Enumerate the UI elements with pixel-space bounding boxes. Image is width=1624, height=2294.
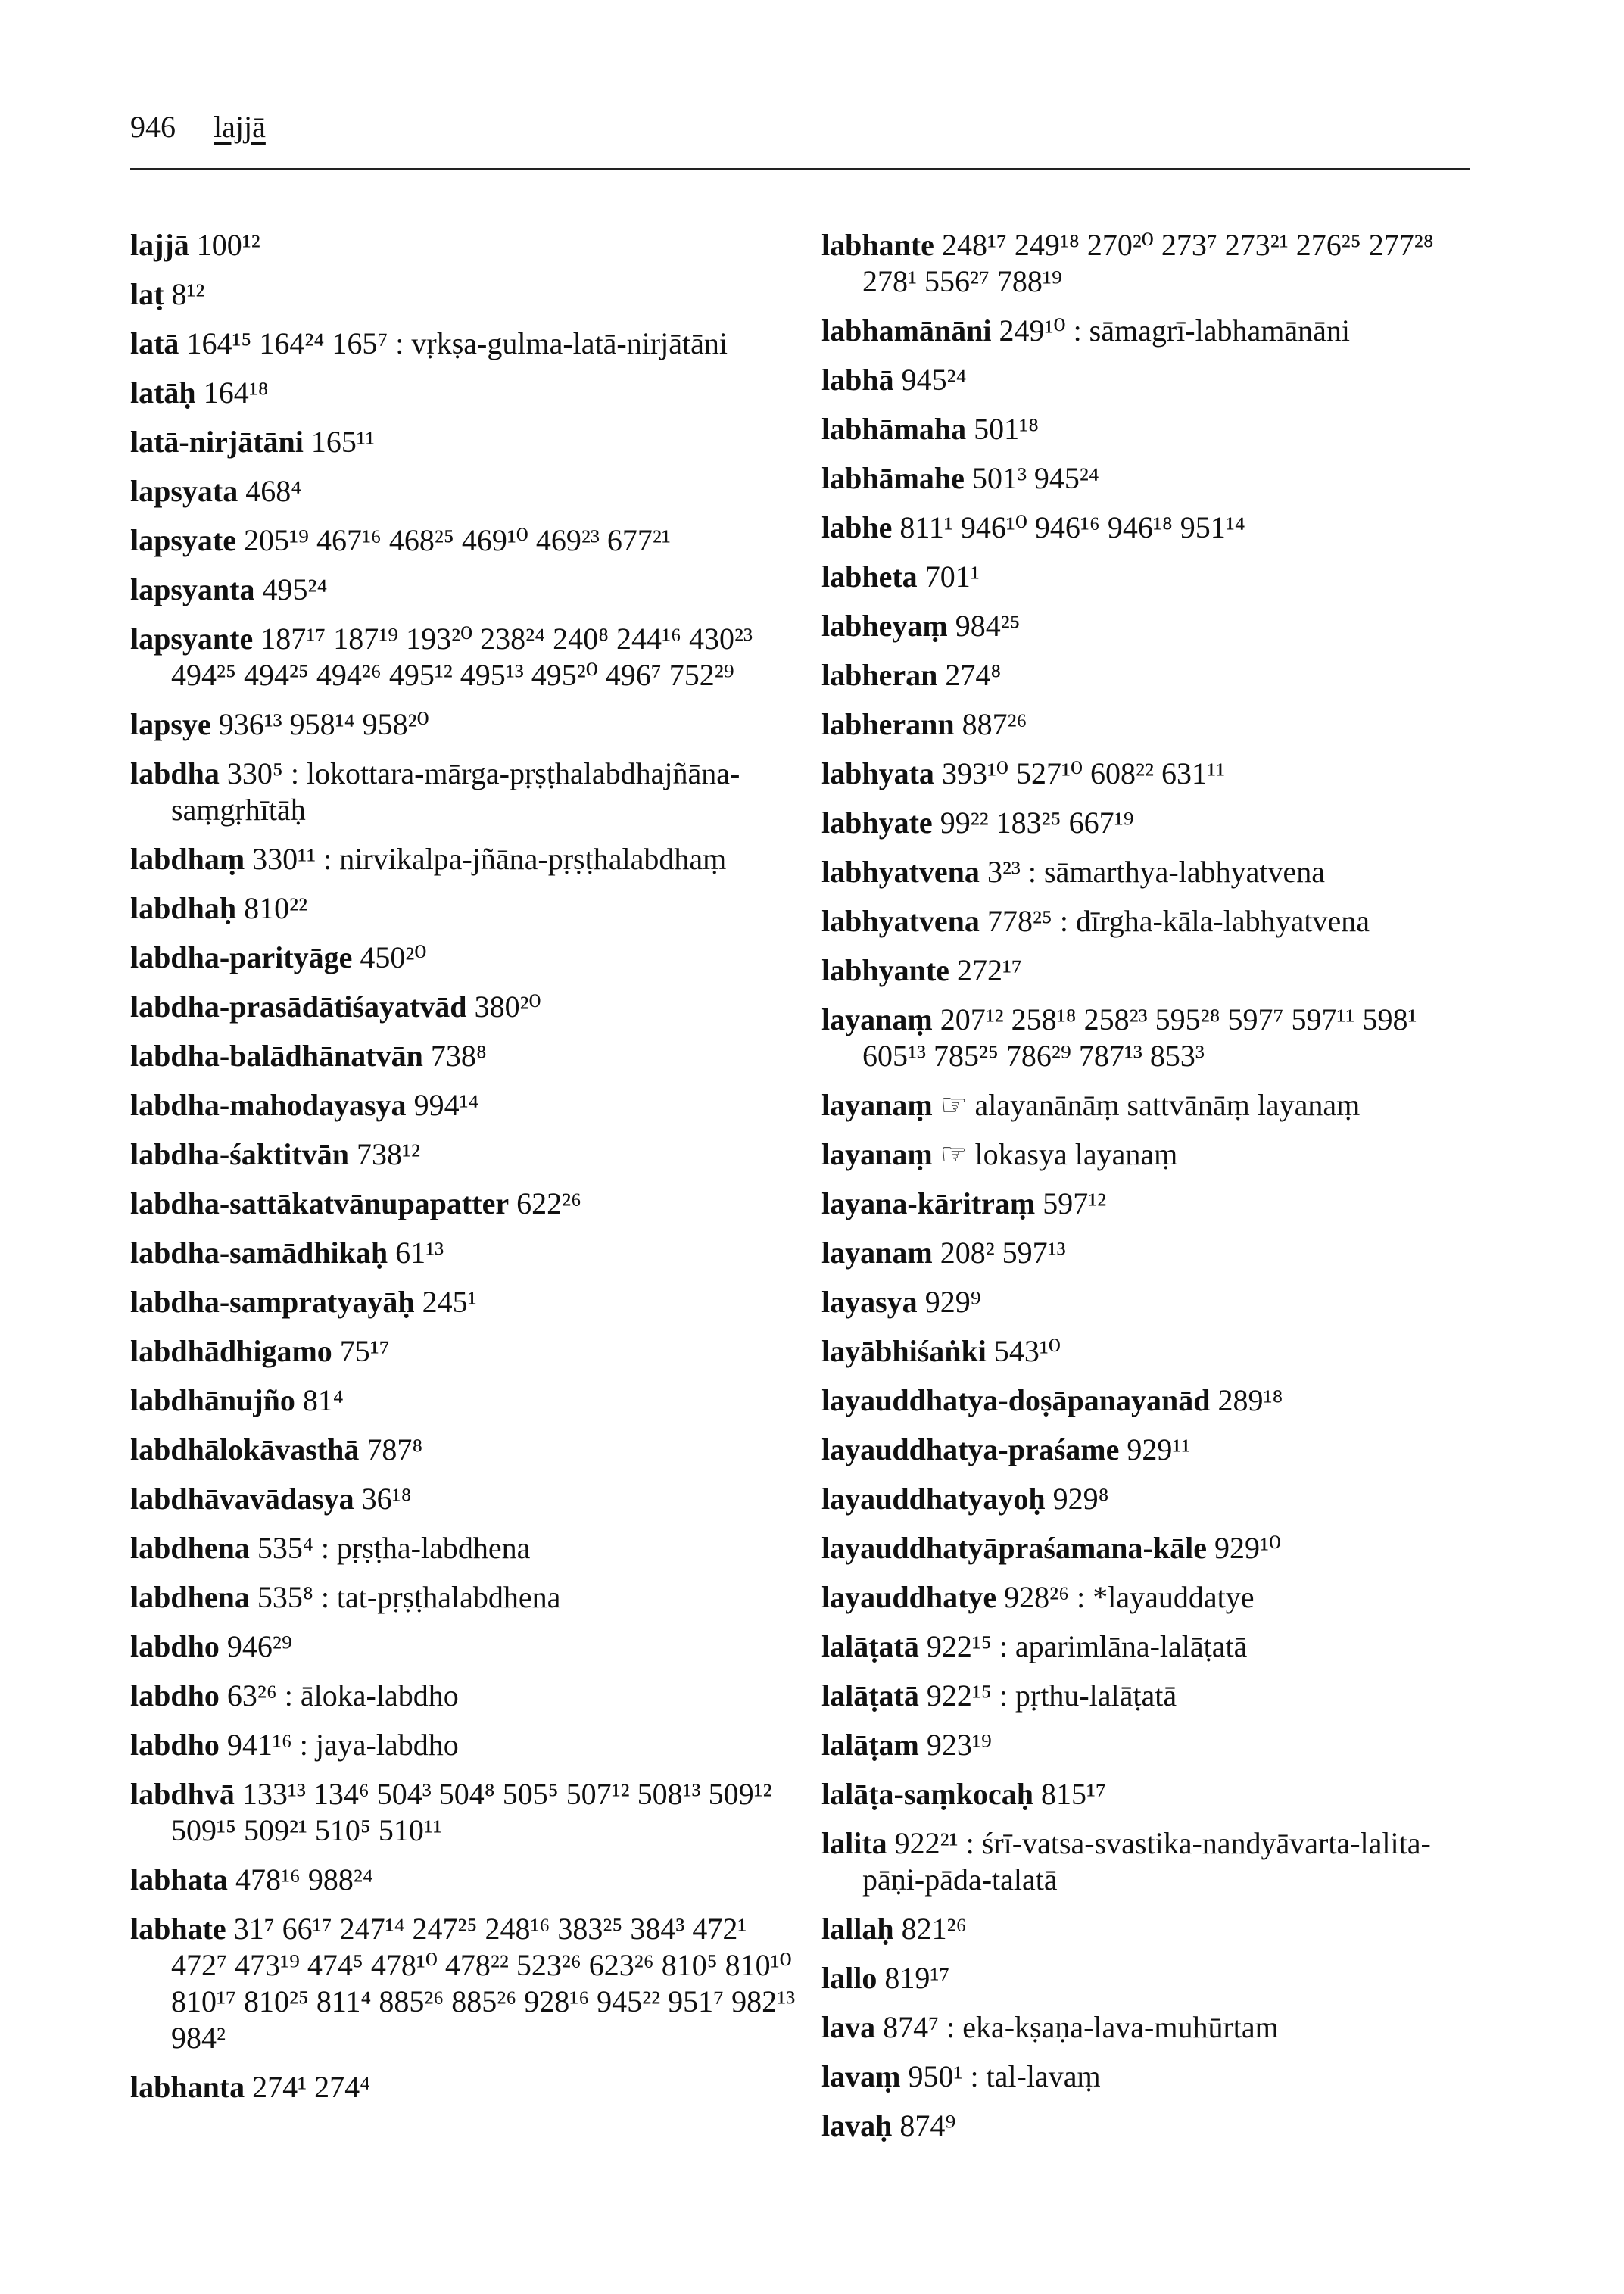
index-column-right <box>821 227 1488 2157</box>
entry-headword: labdhena <box>130 1580 250 1614</box>
entry-references: 787⁸ <box>366 1432 423 1466</box>
entry-headword: layauddhatye <box>821 1580 997 1614</box>
entry-references: 289¹⁸ <box>1217 1383 1283 1417</box>
entry-gloss: : vṛkṣa-gulma-latā-nirjātāni <box>388 326 728 360</box>
entry-headword: layauddhatyayoḥ <box>821 1482 1046 1516</box>
entry-references: 923¹⁹ <box>926 1728 992 1762</box>
entry-headword: lava <box>821 2010 876 2044</box>
entry-headword: labdhālokāvasthā <box>130 1432 360 1466</box>
entry-references: 874⁹ <box>899 2109 956 2143</box>
entry-gloss: : sāmagrī-labhamānāni <box>1065 313 1350 348</box>
index-entry <box>821 1284 1488 1320</box>
index-entry <box>130 572 796 608</box>
index-entry <box>821 559 1488 595</box>
index-entry <box>130 2069 796 2105</box>
entry-gloss: lokasya layanaṃ <box>967 1137 1178 1171</box>
entry-headword: labdhvā <box>130 1777 235 1811</box>
index-entry <box>821 362 1488 398</box>
entry-references: 922¹⁵ <box>926 1629 992 1663</box>
index-entry <box>130 1235 796 1271</box>
entry-headword: labhyate <box>821 806 933 840</box>
entry-references: 778²⁵ <box>987 904 1052 938</box>
entry-headword: labhata <box>130 1862 228 1897</box>
entry-references: 874⁷ <box>883 2010 940 2044</box>
entry-headword: layana-kāritraṃ <box>821 1186 1036 1220</box>
entry-references: 929¹⁰ <box>1214 1531 1282 1565</box>
entry-references: 922²¹ <box>894 1826 959 1860</box>
entry-references: 811¹ 946¹⁰ 946¹⁶ 946¹⁸ 951¹⁴ <box>899 510 1245 544</box>
entry-references: 100¹² <box>196 228 260 262</box>
entry-references: 207¹² 258¹⁸ 258²³ 595²⁸ 597⁷ 597¹¹ 598¹ 605¹³ 785²⁵ 786²⁹ 787¹³ 853³ <box>862 1002 1425 1073</box>
index-entry <box>821 1481 1488 1517</box>
entry-headword: lalāṭatā <box>821 1629 919 1663</box>
entry-gloss: : pṛthu-lalāṭatā <box>991 1678 1177 1713</box>
entry-references: 597¹² <box>1043 1186 1107 1220</box>
index-entry <box>821 1002 1488 1074</box>
entry-headword: layauddhatyāpraśamana-kāle <box>821 1531 1207 1565</box>
index-entry <box>130 756 796 828</box>
entry-headword: latā <box>130 326 179 360</box>
index-entry <box>821 952 1488 989</box>
entry-headword: labhyatvena <box>821 904 980 938</box>
entry-references: 393¹⁰ 527¹⁰ 608²² 631¹¹ <box>941 756 1225 790</box>
index-entry <box>821 227 1488 300</box>
index-entry <box>821 805 1488 841</box>
index-entry <box>821 1825 1488 1898</box>
entry-headword: labhamānāni <box>821 313 992 348</box>
entry-gloss: alayanānāṃ sattvānāṃ layanaṃ <box>967 1088 1361 1122</box>
entry-references: 330⁵ <box>226 756 283 790</box>
entry-references: 543¹⁰ <box>993 1334 1061 1368</box>
entry-headword: lavaḥ <box>821 2109 893 2143</box>
index-entry <box>821 1382 1488 1419</box>
index-entry <box>821 510 1488 546</box>
index-entry <box>821 706 1488 743</box>
entry-headword: lalāṭatā <box>821 1678 919 1713</box>
entry-references: 819¹⁷ <box>884 1961 950 1995</box>
entry-headword: lallo <box>821 1961 877 1995</box>
index-entry <box>821 1579 1488 1616</box>
entry-gloss: : śrī-vatsa-svastika-nandyāvarta-lalita-pāṇi-pāda-talatā <box>862 1826 1431 1897</box>
index-entry <box>821 411 1488 447</box>
index-entry <box>130 1862 796 1898</box>
index-entry <box>130 1038 796 1074</box>
entry-headword: lalāṭa-saṃkocaḥ <box>821 1777 1033 1811</box>
index-entry <box>130 1727 796 1763</box>
entry-references: 3²³ <box>987 855 1021 889</box>
entry-gloss: : āloka-labdho <box>276 1678 459 1713</box>
entry-headword: layābhiśaṅki <box>821 1334 987 1368</box>
index-entry <box>130 375 796 411</box>
entry-gloss: : dīrgha-kāla-labhyatvena <box>1052 904 1370 938</box>
page-header <box>130 109 1470 145</box>
entry-headword: labdho <box>130 1728 220 1762</box>
entry-references: 36¹⁸ <box>361 1482 412 1516</box>
entry-headword: lapsye <box>130 707 211 741</box>
entry-headword: lavaṃ <box>821 2059 901 2093</box>
entry-gloss: : nirvikalpa-jñāna-pṛṣṭhalabdhaṃ <box>316 842 727 876</box>
entry-headword: labdha-parityāge <box>130 940 353 974</box>
entry-headword: lallaḥ <box>821 1912 894 1946</box>
header-rule <box>130 168 1470 170</box>
entry-headword: laṭ <box>130 277 164 311</box>
page-number: 946 <box>130 110 176 144</box>
entry-references: 994¹⁴ <box>413 1088 479 1122</box>
entry-references: 946²⁹ <box>226 1629 292 1663</box>
entry-references: 738⁸ <box>430 1039 487 1073</box>
entry-references: 950¹ <box>908 2059 963 2093</box>
entry-headword: labdhānujño <box>130 1383 295 1417</box>
entry-headword: labhante <box>821 228 934 262</box>
entry-headword: labdhāvavādasya <box>130 1482 354 1516</box>
index-entry <box>130 522 796 559</box>
index-column-left <box>130 227 803 2118</box>
entry-references: 81⁴ <box>302 1383 344 1417</box>
index-entry <box>821 2108 1488 2144</box>
index-entry <box>821 1136 1488 1173</box>
entry-headword: labdha-prasādātiśayatvād <box>130 990 467 1024</box>
entry-headword: lalāṭam <box>821 1728 919 1762</box>
index-entry <box>130 1579 796 1616</box>
entry-references: 380²⁰ <box>474 990 541 1024</box>
entry-gloss: : lokottara-mārga-pṛṣṭhalabdhajñāna-saṃgṛhītāḥ <box>171 756 740 827</box>
entry-references: 63²⁶ <box>226 1678 277 1713</box>
entry-references: 274⁸ <box>945 658 1002 692</box>
index-entry <box>130 1530 796 1566</box>
index-entry <box>821 2059 1488 2095</box>
entry-gloss: : jaya-labdho <box>291 1728 459 1762</box>
entry-headword: labheran <box>821 658 938 692</box>
entry-headword: labdha-samādhikaḥ <box>130 1236 388 1270</box>
entry-references: 535⁸ <box>257 1580 313 1614</box>
entry-references: ☞ <box>940 1088 968 1122</box>
entry-headword: labherann <box>821 707 955 741</box>
entry-headword: labhā <box>821 363 894 397</box>
index-entry <box>821 1678 1488 1714</box>
entry-gloss: : tal-lavaṃ <box>962 2059 1101 2093</box>
index-entry <box>821 2009 1488 2046</box>
running-head: lajjā <box>214 110 266 144</box>
entry-references: 945²⁴ <box>901 363 967 397</box>
index-entry <box>130 473 796 510</box>
entry-references: 929¹¹ <box>1127 1432 1191 1466</box>
entry-headword: labdhaḥ <box>130 891 237 925</box>
index-entry <box>130 1481 796 1517</box>
entry-headword: lapsyanta <box>130 572 255 606</box>
entry-references: 99²² 183²⁵ 667¹⁹ <box>940 806 1134 840</box>
entry-headword: layanaṃ <box>821 1002 933 1036</box>
entry-references: 815¹⁷ <box>1041 1777 1106 1811</box>
entry-headword: labheyaṃ <box>821 609 948 643</box>
entry-gloss: : *layauddatye <box>1069 1580 1255 1614</box>
entry-headword: labhate <box>130 1912 226 1946</box>
entry-headword: labhe <box>821 510 893 544</box>
entry-headword: labdha-śaktitvān <box>130 1137 349 1171</box>
entry-references: 8¹² <box>171 277 205 311</box>
entry-references: 928²⁶ <box>1004 1580 1070 1614</box>
entry-references: 205¹⁹ 467¹⁶ 468²⁵ 469¹⁰ 469²³ 677²¹ <box>244 523 671 557</box>
index-entry <box>821 1087 1488 1124</box>
entry-references: 887²⁶ <box>962 707 1027 741</box>
entry-headword: latāḥ <box>130 376 196 410</box>
entry-gloss: : eka-kṣaṇa-lava-muhūrtam <box>939 2010 1279 2044</box>
entry-references: 495²⁴ <box>262 572 328 606</box>
entry-references: ☞ <box>940 1137 968 1171</box>
index-entry <box>130 1911 803 2056</box>
entry-headword: layanaṃ <box>821 1088 933 1122</box>
index-entry <box>130 890 796 927</box>
entry-references: 248¹⁷ 249¹⁸ 270²⁰ 273⁷ 273²¹ 276²⁵ 277²⁸ 278¹ 556²⁷ 788¹⁹ <box>862 228 1442 298</box>
entry-references: 821²⁶ <box>901 1912 967 1946</box>
entry-references: 929⁸ <box>1052 1482 1109 1516</box>
index-entry <box>130 1382 796 1419</box>
entry-references: 535⁴ <box>257 1531 313 1565</box>
entry-references: 164¹⁵ 164²⁴ 165⁷ <box>186 326 388 360</box>
entry-headword: labdha-sampratyayāḥ <box>130 1285 415 1319</box>
index-entry <box>821 657 1488 693</box>
index-entry <box>821 313 1488 349</box>
entry-headword: layanam <box>821 1236 933 1270</box>
index-entry <box>821 1432 1488 1468</box>
entry-headword: lapsyante <box>130 622 254 656</box>
entry-headword: labdho <box>130 1629 220 1663</box>
entry-references: 810²² <box>244 891 308 925</box>
entry-references: 701¹ <box>924 559 980 594</box>
entry-headword: labdha <box>130 756 220 790</box>
index-entry <box>821 903 1488 940</box>
index-entry <box>821 1960 1488 1996</box>
entry-references: 929⁹ <box>924 1285 981 1319</box>
index-entry <box>821 854 1488 890</box>
entry-headword: labhāmaha <box>821 412 967 446</box>
index-entry <box>130 1678 796 1714</box>
index-entry <box>130 1186 796 1222</box>
entry-headword: lapsyata <box>130 474 238 508</box>
index-entry <box>130 621 796 693</box>
index-entry <box>130 1629 796 1665</box>
entry-references: 31⁷ 66¹⁷ 247¹⁴ 247²⁵ 248¹⁶ 383²⁵ 384³ 472¹ 472⁷ 473¹⁹ 474⁵ 478¹⁰ 478²² 523²⁶ 623²⁶ 810⁵ 810¹⁰ 810¹⁷ 810²⁵ 811⁴ 885²⁶ 885²⁶ 928¹⁶ 945²² 951⁷ 982¹³ 984² <box>171 1912 803 2055</box>
entry-references: 936¹³ 958¹⁴ 958²⁰ <box>218 707 429 741</box>
entry-headword: labdha-balādhānatvān <box>130 1039 423 1073</box>
entry-headword: labdha-mahodayasya <box>130 1088 407 1122</box>
index-entry <box>821 1333 1488 1370</box>
index-entry <box>130 276 796 313</box>
entry-headword: labdha-sattākatvānupapatter <box>130 1186 510 1220</box>
entry-references: 164¹⁸ <box>203 376 269 410</box>
index-entry <box>130 1333 796 1370</box>
index-entry <box>821 1911 1488 1947</box>
index-entry <box>821 1727 1488 1763</box>
entry-references: 245¹ <box>422 1285 477 1319</box>
index-entry <box>130 989 796 1025</box>
entry-headword: latā-nirjātāni <box>130 425 304 459</box>
entry-gloss: : aparimlāna-lalāṭatā <box>991 1629 1248 1663</box>
entry-references: 738¹² <box>356 1137 420 1171</box>
index-entry <box>130 424 796 460</box>
entry-references: 501³ 945²⁴ <box>971 461 1099 495</box>
entry-headword: layanaṃ <box>821 1137 933 1171</box>
entry-references: 272¹⁷ <box>956 953 1022 987</box>
index-entry <box>821 460 1488 497</box>
entry-headword: labheta <box>821 559 918 594</box>
entry-headword: labhanta <box>130 2070 245 2104</box>
entry-headword: labhyatvena <box>821 855 980 889</box>
index-entry <box>130 1136 796 1173</box>
entry-headword: labdhaṃ <box>130 842 245 876</box>
entry-references: 187¹⁷ 187¹⁹ 193²⁰ 238²⁴ 240⁸ 244¹⁶ 430²³ 494²⁵ 494²⁵ 494²⁶ 495¹² 495¹³ 495²⁰ 496⁷ 752²⁹ <box>171 622 760 692</box>
entry-references: 249¹⁰ <box>999 313 1066 348</box>
entry-gloss: : pṛṣṭha-labdhena <box>313 1531 531 1565</box>
entry-headword: labdhādhigamo <box>130 1334 332 1368</box>
entry-references: 274¹ 274⁴ <box>252 2070 371 2104</box>
entry-references: 61¹³ <box>395 1236 444 1270</box>
entry-references: 133¹³ 134⁶ 504³ 504⁸ 505⁵ 507¹² 508¹³ 509¹² 509¹⁵ 509²¹ 510⁵ 510¹¹ <box>171 1777 780 1847</box>
index-entry <box>130 940 796 976</box>
entry-gloss: : sāmarthya-labhyatvena <box>1020 855 1325 889</box>
entry-references: 450²⁰ <box>360 940 427 974</box>
index-entry <box>821 756 1488 792</box>
entry-references: 501¹⁸ <box>974 412 1040 446</box>
entry-headword: labdho <box>130 1678 220 1713</box>
entry-references: 622²⁶ <box>516 1186 582 1220</box>
entry-headword: layasya <box>821 1285 918 1319</box>
index-entry <box>821 1776 1488 1812</box>
entry-headword: lapsyate <box>130 523 236 557</box>
entry-headword: layauddhatya-doṣāpanayanād <box>821 1383 1211 1417</box>
entry-headword: labhāmahe <box>821 461 965 495</box>
index-entry <box>821 1530 1488 1566</box>
entry-references: 468⁴ <box>245 474 302 508</box>
entry-gloss: : tat-pṛṣṭhalabdhena <box>313 1580 561 1614</box>
index-entry <box>130 706 796 743</box>
index-entry <box>130 841 796 877</box>
index-entry <box>130 227 796 263</box>
entry-headword: labdhena <box>130 1531 250 1565</box>
entry-headword: labhyante <box>821 953 949 987</box>
index-entry <box>130 1087 796 1124</box>
entry-references: 75¹⁷ <box>339 1334 390 1368</box>
entry-references: 984²⁵ <box>955 609 1021 643</box>
index-entry <box>130 1432 796 1468</box>
entry-headword: lalita <box>821 1826 887 1860</box>
entry-headword: labhyata <box>821 756 934 790</box>
entry-references: 941¹⁶ <box>226 1728 292 1762</box>
entry-references: 165¹¹ <box>310 425 375 459</box>
index-entry <box>130 326 796 362</box>
index-entry <box>821 1235 1488 1271</box>
entry-references: 922¹⁵ <box>926 1678 992 1713</box>
entry-references: 330¹¹ <box>252 842 316 876</box>
index-entry <box>821 1629 1488 1665</box>
entry-references: 208² 597¹³ <box>940 1236 1066 1270</box>
index-entry <box>130 1776 796 1849</box>
index-entry <box>821 608 1488 644</box>
entry-references: 478¹⁶ 988²⁴ <box>235 1862 373 1897</box>
entry-headword: layauddhatya-praśame <box>821 1432 1120 1466</box>
index-entry <box>821 1186 1488 1222</box>
entry-headword: lajjā <box>130 228 189 262</box>
index-entry <box>130 1284 796 1320</box>
